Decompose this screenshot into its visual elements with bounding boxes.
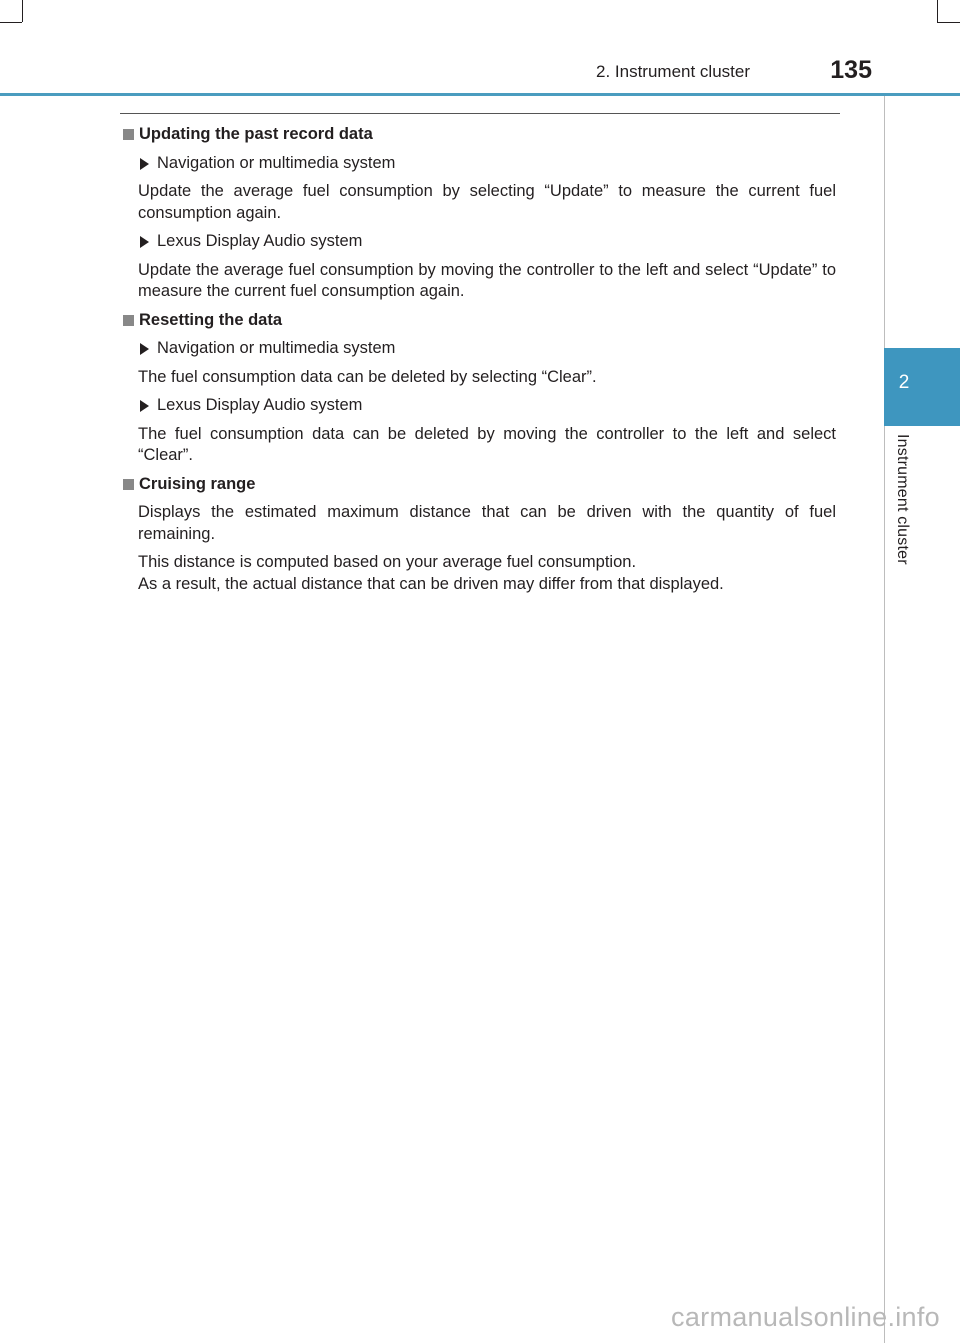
subheading-text: Lexus Display Audio system: [157, 396, 363, 414]
page-content: [120, 124, 836, 602]
subheading-text: Navigation or multimedia system: [157, 153, 396, 172]
paragraph: Update the average fuel consumption by moving the controller to the left and select “Update” to measure the current fuel consumption again.: [138, 260, 836, 300]
subheading-text: Lexus Display Audio system: [157, 232, 363, 250]
section-heading: [120, 310, 836, 332]
watermark: carmanualsonline.info: [671, 1302, 940, 1332]
triangle-bullet-icon: [140, 236, 149, 248]
chapter-tab[interactable]: [884, 348, 960, 426]
section-heading-text: Updating the past record data: [139, 125, 373, 143]
subheading: [120, 395, 836, 417]
subheading: [120, 153, 836, 175]
chapter-tab-label: Instrument cluster: [894, 434, 911, 565]
subheading: [120, 338, 836, 360]
square-bullet-icon: [123, 129, 134, 140]
paragraph: Update the average fuel consumption by selecting “Update” to measure the current fuel consumption again.: [138, 182, 836, 222]
square-bullet-icon: [123, 315, 134, 326]
section-heading-text: Cruising range: [139, 474, 256, 493]
paragraph: Displays the estimated maximum distance that can be driven with the quantity of fuel remaining.: [138, 503, 836, 543]
section-heading: [120, 124, 836, 146]
crop-mark: [0, 22, 22, 23]
content-top-rule: [120, 113, 840, 114]
paragraph: The fuel consumption data can be deleted by selecting “Clear”.: [138, 367, 597, 386]
paragraph: This distance is computed based on your average fuel consumption.: [138, 553, 637, 571]
header-rule: [0, 93, 960, 96]
section-heading-text: Resetting the data: [139, 310, 283, 329]
subheading-text: Navigation or multimedia system: [157, 339, 396, 357]
triangle-bullet-icon: [140, 400, 149, 412]
triangle-bullet-icon: [140, 343, 149, 355]
paragraph: The fuel consumption data can be deleted by moving the controller to the left and select “Clear”.: [138, 424, 836, 464]
crop-mark: [937, 0, 938, 22]
crop-mark: [937, 22, 960, 23]
side-divider: [884, 96, 885, 348]
running-header-title: 2. Instrument cluster: [595, 62, 750, 81]
crop-mark: [22, 0, 23, 22]
paragraph: As a result, the actual distance that can be driven may differ from that displayed.: [138, 574, 724, 593]
page-number: 135: [830, 56, 872, 84]
chapter-tab-number: 2: [898, 372, 910, 393]
triangle-bullet-icon: [140, 158, 149, 170]
square-bullet-icon: [123, 479, 134, 490]
section-heading: [120, 474, 836, 496]
subheading: [120, 231, 836, 253]
side-divider: [884, 426, 885, 1343]
